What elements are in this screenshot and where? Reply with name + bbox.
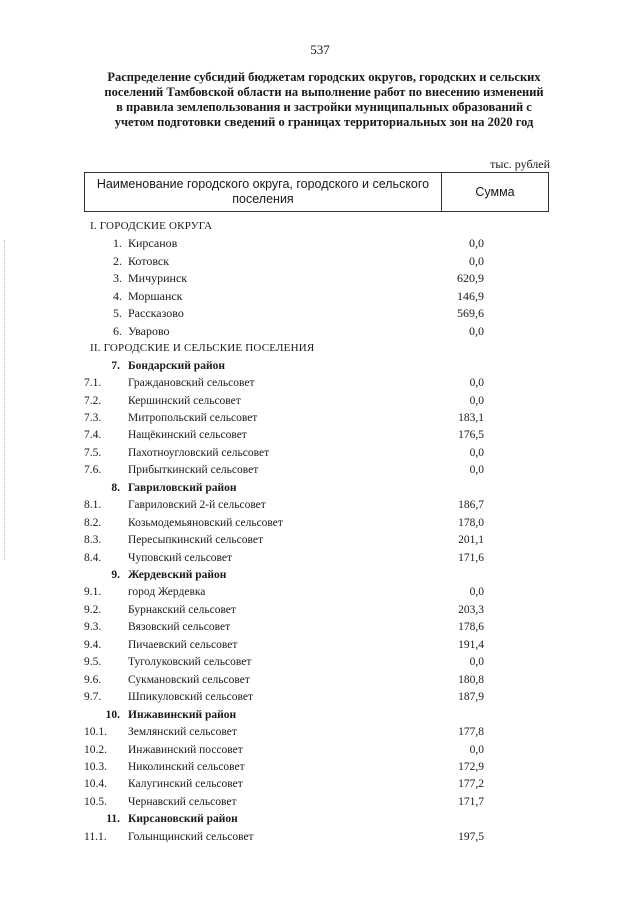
document-title: Распределение субсидий бюджетам городских округов, городских и сельских поселений Тамбовской области на выполнение работ по внесению изменений в правила землепользования и застройки муниципальных образований с учетом подготовки сведений о границах территориальных зон на 2020 год xyxy=(104,70,544,129)
row-name: Николинский сельсовет xyxy=(128,760,245,773)
table-row xyxy=(84,550,484,567)
row-number: 11.1. xyxy=(84,830,107,843)
row-number: 7.6. xyxy=(84,464,102,477)
table-row xyxy=(84,619,484,636)
row-number: 8.3. xyxy=(84,534,102,547)
row-value: 0,0 xyxy=(469,253,484,268)
row-number: 10.2. xyxy=(84,743,107,756)
row-value: 620,9 xyxy=(457,271,484,286)
table-row xyxy=(84,637,484,654)
row-value: 203,3 xyxy=(458,603,484,616)
section-heading xyxy=(84,340,484,357)
row-number: 8.1. xyxy=(84,499,102,512)
row-value: 191,4 xyxy=(458,638,484,651)
row-number: 10.3. xyxy=(84,760,107,773)
table-row xyxy=(84,672,484,689)
table-row xyxy=(84,445,484,462)
row-number: 10.5. xyxy=(84,795,107,808)
table-row xyxy=(84,654,484,671)
row-name: Сукмановский сельсовет xyxy=(128,673,250,686)
row-number: 9.7. xyxy=(84,691,102,704)
table-row xyxy=(84,829,484,846)
margin-marks xyxy=(4,240,7,560)
row-name: Пичаевский сельсовет xyxy=(128,638,238,651)
row-value: 0,0 xyxy=(469,236,484,251)
row-number: 7.4. xyxy=(84,429,102,442)
table-row xyxy=(84,689,484,706)
row-value: 0,0 xyxy=(469,446,484,459)
row-value: 177,8 xyxy=(458,726,484,739)
row-name: II. ГОРОДСКИЕ И СЕЛЬСКИЕ ПОСЕЛЕНИЯ xyxy=(90,342,315,355)
row-name: Кирсанов xyxy=(128,236,178,251)
district-row xyxy=(84,480,484,497)
row-name: I. ГОРОДСКИЕ ОКРУГА xyxy=(90,220,213,232)
row-number: 7.1. xyxy=(84,377,102,390)
table-row xyxy=(84,497,484,514)
row-number: 7.2. xyxy=(84,394,102,407)
row-value: 172,9 xyxy=(458,760,484,773)
page-number: 537 xyxy=(310,42,330,57)
table-row xyxy=(84,776,484,793)
row-name: Вязовский сельсовет xyxy=(128,621,231,634)
row-value: 0,0 xyxy=(469,377,484,390)
table-row xyxy=(84,253,484,270)
row-number: 5. xyxy=(113,306,122,321)
row-name: Мичуринск xyxy=(128,271,188,286)
table-row xyxy=(84,410,484,427)
row-name: Пересыпкинский сельсовет xyxy=(128,534,263,547)
row-name: Митропольский сельсовет xyxy=(128,411,258,424)
row-value: 187,9 xyxy=(458,691,484,704)
row-number: 3. xyxy=(113,271,122,286)
row-number: 9.3. xyxy=(84,621,102,634)
row-name: Землянский сельсовет xyxy=(128,726,237,739)
row-name: Рассказово xyxy=(128,306,184,321)
row-name: город Жердевка xyxy=(128,586,206,599)
unit-label: тыс. рублей xyxy=(490,157,550,171)
row-number: 7.5. xyxy=(84,446,102,459)
row-number: 9.1. xyxy=(84,586,102,599)
row-value: 171,6 xyxy=(458,551,484,564)
row-number: 9.2. xyxy=(84,603,102,616)
row-value: 177,2 xyxy=(458,778,484,791)
table-row xyxy=(84,602,484,619)
row-name: Инжавинский район xyxy=(128,708,237,721)
table-row xyxy=(84,584,484,601)
row-value: 176,5 xyxy=(458,429,484,442)
table-row xyxy=(84,759,484,776)
table-row xyxy=(84,462,484,479)
row-number: 9.4. xyxy=(84,638,102,651)
row-value: 0,0 xyxy=(469,323,484,338)
table-row xyxy=(84,270,484,287)
row-value: 183,1 xyxy=(458,411,484,424)
row-name: Уварово xyxy=(128,323,170,338)
row-name: Нащёкинский сельсовет xyxy=(128,429,247,442)
row-name: Голынщинский сельсовет xyxy=(128,830,254,843)
row-name: Пахотноугловский сельсовет xyxy=(128,446,270,459)
table-row xyxy=(84,794,484,811)
table-row xyxy=(84,288,484,305)
row-number: 4. xyxy=(113,288,122,303)
row-number: 7. xyxy=(111,359,120,372)
row-value: 197,5 xyxy=(458,830,484,843)
table-row xyxy=(84,532,484,549)
row-name: Жердевский район xyxy=(128,569,227,581)
row-number: 10.1. xyxy=(84,726,107,739)
row-value: 180,8 xyxy=(458,673,484,686)
row-value: 186,7 xyxy=(458,499,484,512)
table-header xyxy=(84,172,549,212)
row-value: 0,0 xyxy=(469,743,484,756)
row-number: 8.2. xyxy=(84,516,102,529)
district-row xyxy=(84,811,484,828)
table-row xyxy=(84,393,484,410)
table-row xyxy=(84,323,484,340)
row-number: 2. xyxy=(113,253,122,268)
row-name: Кершинский сельсовет xyxy=(128,394,241,407)
row-number: 1. xyxy=(113,236,122,251)
table-row xyxy=(84,742,484,759)
row-name: Козьмодемьяновский сельсовет xyxy=(128,516,283,529)
row-name: Кирсановский район xyxy=(128,813,238,826)
table-row xyxy=(84,375,484,392)
row-number: 9. xyxy=(111,569,120,581)
row-number: 8. xyxy=(111,481,120,494)
row-value: 146,9 xyxy=(457,288,484,303)
row-name: Граждановский сельсовет xyxy=(128,377,255,390)
row-number: 9.5. xyxy=(84,656,102,669)
row-number: 7.3. xyxy=(84,411,102,424)
row-value: 0,0 xyxy=(469,656,484,669)
row-number: 10. xyxy=(105,708,120,721)
row-value: 171,7 xyxy=(458,795,484,808)
row-value: 0,0 xyxy=(469,586,484,599)
row-name: Калугинский сельсовет xyxy=(128,778,243,791)
row-name: Гавриловский 2-й сельсовет xyxy=(128,499,266,512)
row-name: Бурнакский сельсовет xyxy=(128,603,236,616)
row-number: 10.4. xyxy=(84,778,107,791)
table-row xyxy=(84,427,484,444)
row-value: 0,0 xyxy=(469,394,484,407)
row-number: 11. xyxy=(106,813,120,826)
table-row xyxy=(84,235,484,252)
row-number: 6. xyxy=(113,323,122,338)
row-name: Гавриловский район xyxy=(128,481,237,494)
row-name: Моршанск xyxy=(128,288,183,303)
table-row xyxy=(84,305,484,322)
header-name-column: Наименование городского округа, городского и сельского поселения xyxy=(85,173,442,211)
row-name: Бондарский район xyxy=(128,359,225,372)
row-value: 0,0 xyxy=(469,464,484,477)
table-row xyxy=(84,724,484,741)
row-number: 8.4. xyxy=(84,551,102,564)
section-heading xyxy=(84,218,484,235)
row-name: Прибыткинский сельсовет xyxy=(128,464,259,477)
row-value: 569,6 xyxy=(457,306,484,321)
row-name: Шпикуловский сельсовет xyxy=(128,691,253,704)
district-row xyxy=(84,567,484,584)
header-sum-column: Сумма xyxy=(475,185,515,199)
row-number: 9.6. xyxy=(84,673,102,686)
row-name: Котовск xyxy=(128,253,170,268)
district-row xyxy=(84,358,484,375)
district-row xyxy=(84,707,484,724)
row-value: 178,6 xyxy=(458,621,484,634)
row-value: 201,1 xyxy=(458,534,484,547)
row-name: Туголуковский сельсовет xyxy=(128,656,252,669)
row-name: Чуповский сельсовет xyxy=(128,551,233,564)
table-row xyxy=(84,515,484,532)
row-name: Чернавский сельсовет xyxy=(128,795,237,808)
row-value: 178,0 xyxy=(458,516,484,529)
row-name: Инжавинский поссовет xyxy=(128,743,243,756)
